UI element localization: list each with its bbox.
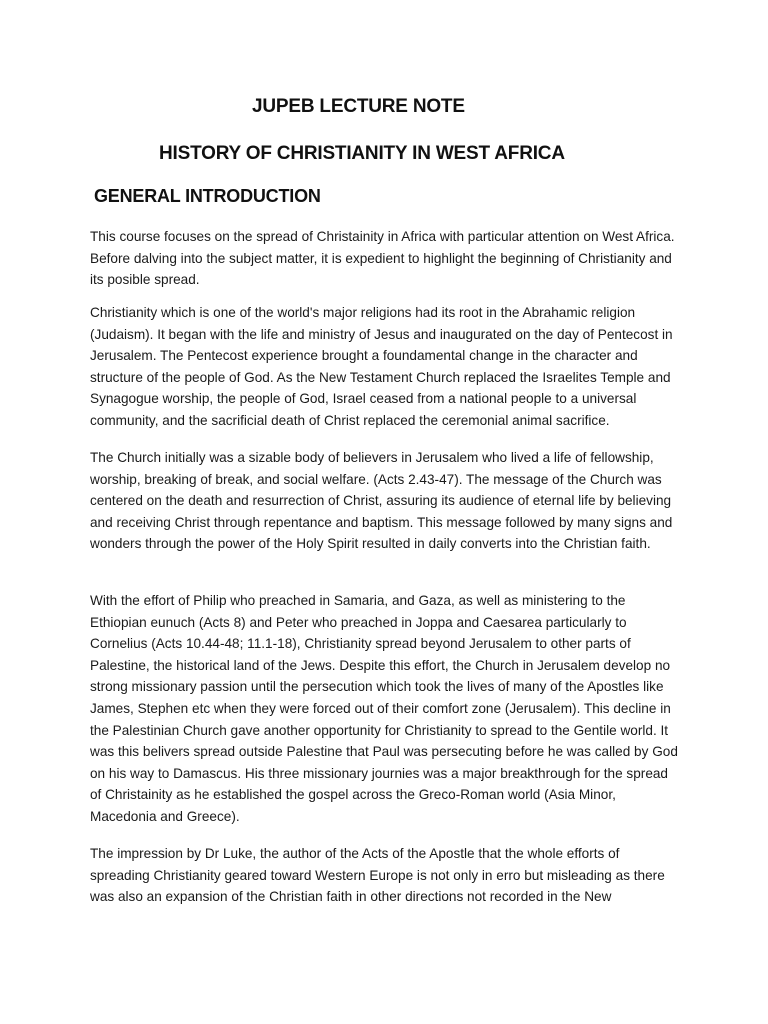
document-subtitle: HISTORY OF CHRISTIANITY IN WEST AFRICA — [159, 143, 565, 164]
paragraph-5: The impression by Dr Luke, the author of the Acts of the Apostle that the whole efforts of spreading Christianity geared toward Western Europe is not only in erro but misleading as there was also an expansion of the Christian faith in other directions not recorded in the New — [90, 846, 665, 905]
paragraph-3: The Church initially was a sizable body of believers in Jerusalem who lived a life of fellowship, worship, breaking of break, and social welfare. (Acts 2.43-47). The message of the Church was centered on the death and resurrection of Christ, assuring its audience of eternal life by believing and receiving Christ through repentance and baptism. This message followed by many signs and wonders through the power of the Holy Spirit resulted in daily converts into the Christian faith. — [90, 450, 673, 552]
paragraph-4: With the effort of Philip who preached in Samaria, and Gaza, as well as ministering to the Ethiopian eunuch (Acts 8) and Peter who preached in Joppa and Caesarea particularly to Cornelius (Acts 10.44-48; 11.1-18), Christianity spread beyond Jerusalem to other parts of Palestine, the historical land of the Jews. Despite this effort, the Church in Jerusalem develop no strong missionary passion until the persecution which took the lives of many of the Apostles like James, Stephen etc when they were forced out of their comfort zone (Jerusalem). This decline in the Palestinian Church gave another opportunity for Christianity to spread to the Gentile world. It was this belivers spread outside Palestine that Paul was persecuting before he was called by God on his way to Damascus. His three missionary journies was a major breakthrough for the spread of Christainity as he established the gospel across the Greco-Roman world (Asia Minor, Macedonia and Greece). — [90, 593, 678, 824]
paragraph-2: Christianity which is one of the world's major religions had its root in the Abrahamic religion (Judaism). It began with the life and ministry of Jesus and inaugurated on the day of Pentecost in Jerusalem. The Pentecost experience brought a foundamental change in the character and structure of the people of God. As the New Testament Church replaced the Israelites Temple and Synagogue worship, the people of God, Israel ceased from a national people to a universal community, and the sacrificial death of Christ replaced the ceremonial animal sacrifice. — [90, 305, 673, 428]
document-title: JUPEB LECTURE NOTE — [252, 96, 465, 117]
section-heading: GENERAL INTRODUCTION — [94, 186, 321, 206]
paragraph-1: This course focuses on the spread of Christainity in Africa with particular attention on West Africa. Before dalving into the subject matter, it is expedient to highlight the beginning of Christianity and its posible spread. — [90, 229, 675, 288]
